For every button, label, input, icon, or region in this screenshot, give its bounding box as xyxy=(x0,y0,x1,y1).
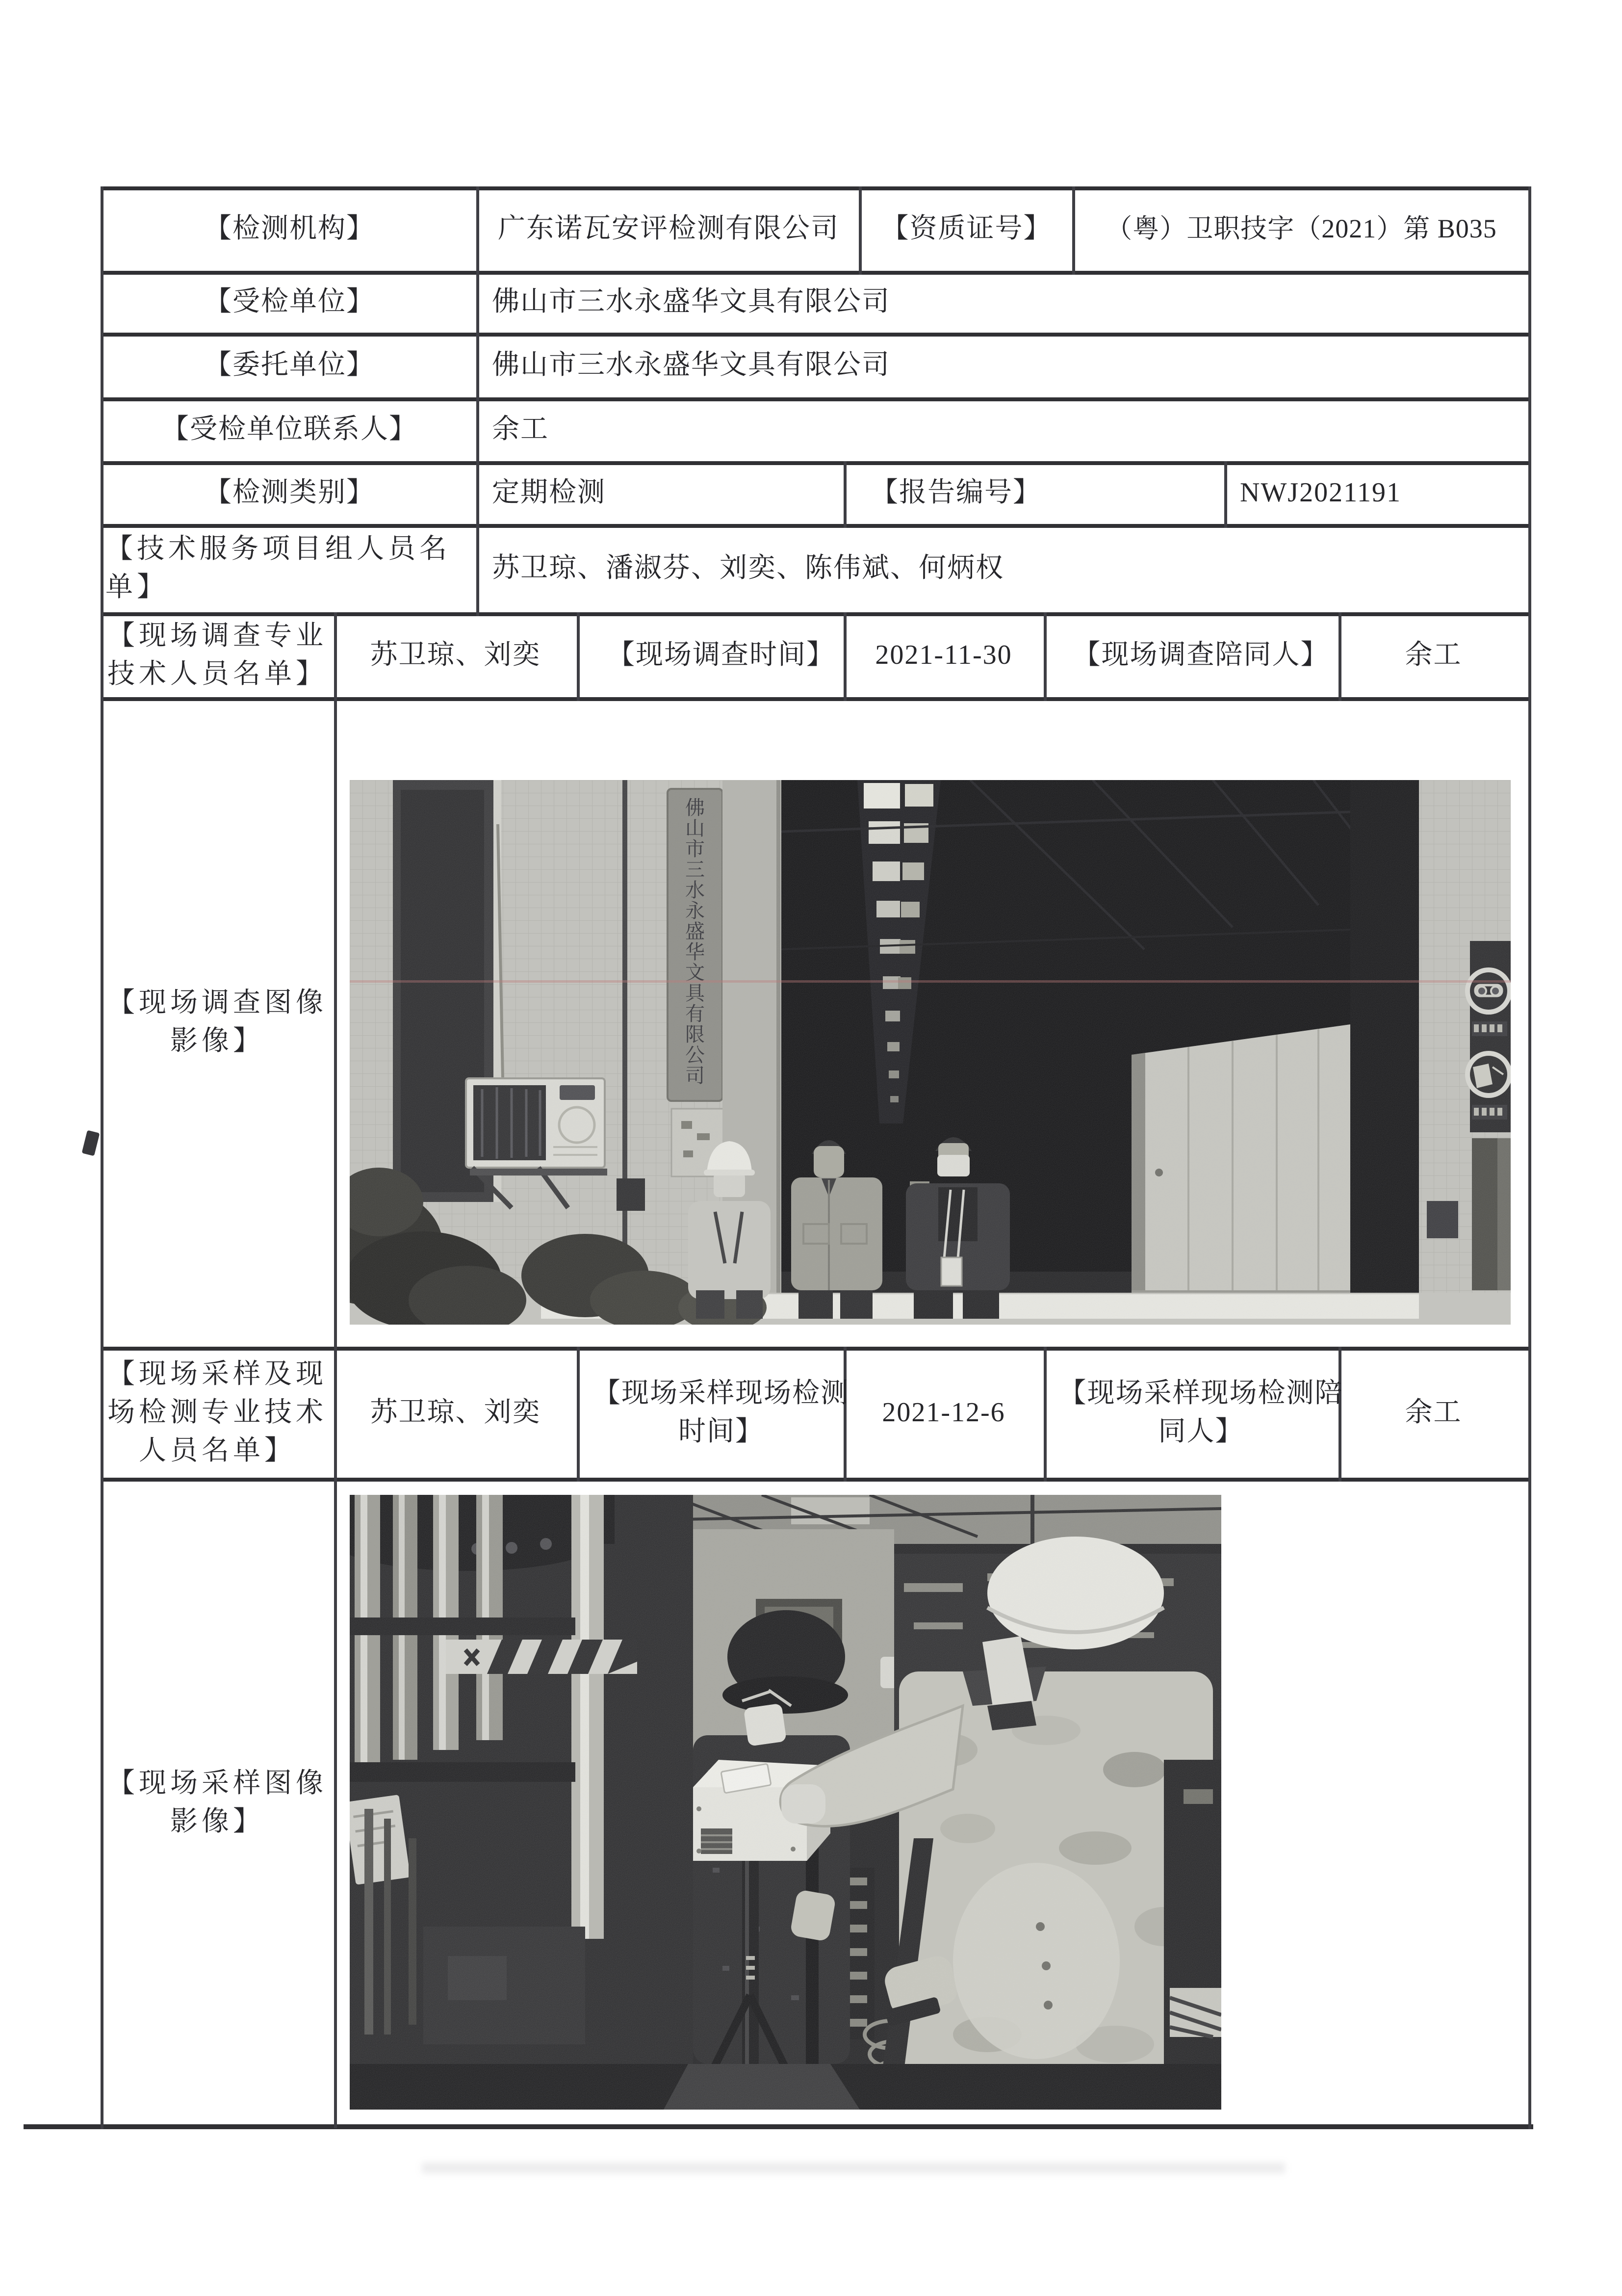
label-unit-contact: 【受检单位联系人】 xyxy=(161,414,417,444)
value-unit-contact: 余工 xyxy=(492,414,549,444)
label-site-survey-date: 【现场调查时间】 xyxy=(607,639,835,670)
value-inspection-type: 定期检测 xyxy=(492,477,606,508)
value-site-survey-companion: 余工 xyxy=(1405,639,1462,670)
label-site-survey-staff: 【现场调查专业技术人员名单】 xyxy=(107,620,327,689)
value-entrusting-unit: 佛山市三水永盛华文具有限公司 xyxy=(492,350,890,380)
label-inspection-type: 【检测类别】 xyxy=(204,477,375,508)
value-qualification-cert-no: （粤）卫职技字（2021）第 B035 xyxy=(1106,214,1497,243)
label-sampling-companion: 【现场采样现场检测陪同人】 xyxy=(1058,1378,1343,1447)
value-sampling-companion: 余工 xyxy=(1405,1397,1462,1428)
value-site-survey-staff: 苏卫琼、刘奕 xyxy=(370,639,541,670)
label-site-survey-photo: 【现场调查图像影像】 xyxy=(107,988,327,1056)
label-qualification-cert-no: 【资质证号】 xyxy=(881,213,1052,244)
factory-entrance-photo xyxy=(350,780,1511,1325)
label-inspected-unit: 【受检单位】 xyxy=(204,287,375,317)
label-inspection-agency: 【检测机构】 xyxy=(204,213,375,244)
value-sampling-date: 2021-12-6 xyxy=(882,1397,1005,1428)
entrance-scene xyxy=(350,780,1511,1325)
label-project-team-roster: 【技术服务项目组人员名单】 xyxy=(105,534,451,602)
sampling-photograph xyxy=(350,1495,1221,2110)
label-site-survey-companion: 【现场调查陪同人】 xyxy=(1073,639,1329,670)
value-site-survey-date: 2021-11-30 xyxy=(875,639,1012,670)
label-sampling-staff: 【现场采样及现场检测专业技术人员名单】 xyxy=(107,1358,327,1466)
scan-edge-artifact xyxy=(82,1130,100,1156)
value-inspection-agency: 广东诺瓦安评检测有限公司 xyxy=(498,213,839,244)
photo-grain xyxy=(350,1495,1221,2110)
value-sampling-staff: 苏卫琼、刘奕 xyxy=(370,1397,541,1428)
value-project-team-roster: 苏卫琼、潘淑芬、刘奕、陈伟斌、何炳权 xyxy=(492,553,1004,583)
workshop-scene xyxy=(350,1495,1221,2110)
label-sampling-date: 【现场采样现场检测时间】 xyxy=(593,1378,849,1447)
scan-noise-band xyxy=(422,2163,1285,2173)
label-entrusting-unit: 【委托单位】 xyxy=(204,350,375,380)
value-inspected-unit: 佛山市三水永盛华文具有限公司 xyxy=(492,287,890,317)
photo-grain xyxy=(350,780,1511,1325)
label-report-number: 【报告编号】 xyxy=(871,477,1041,508)
value-report-number: NWJ2021191 xyxy=(1240,477,1402,508)
site-survey-photograph xyxy=(350,780,1511,1325)
workshop-sampling-photo xyxy=(350,1495,1221,2110)
label-sampling-photo: 【现场采样图像影像】 xyxy=(107,1768,327,1837)
